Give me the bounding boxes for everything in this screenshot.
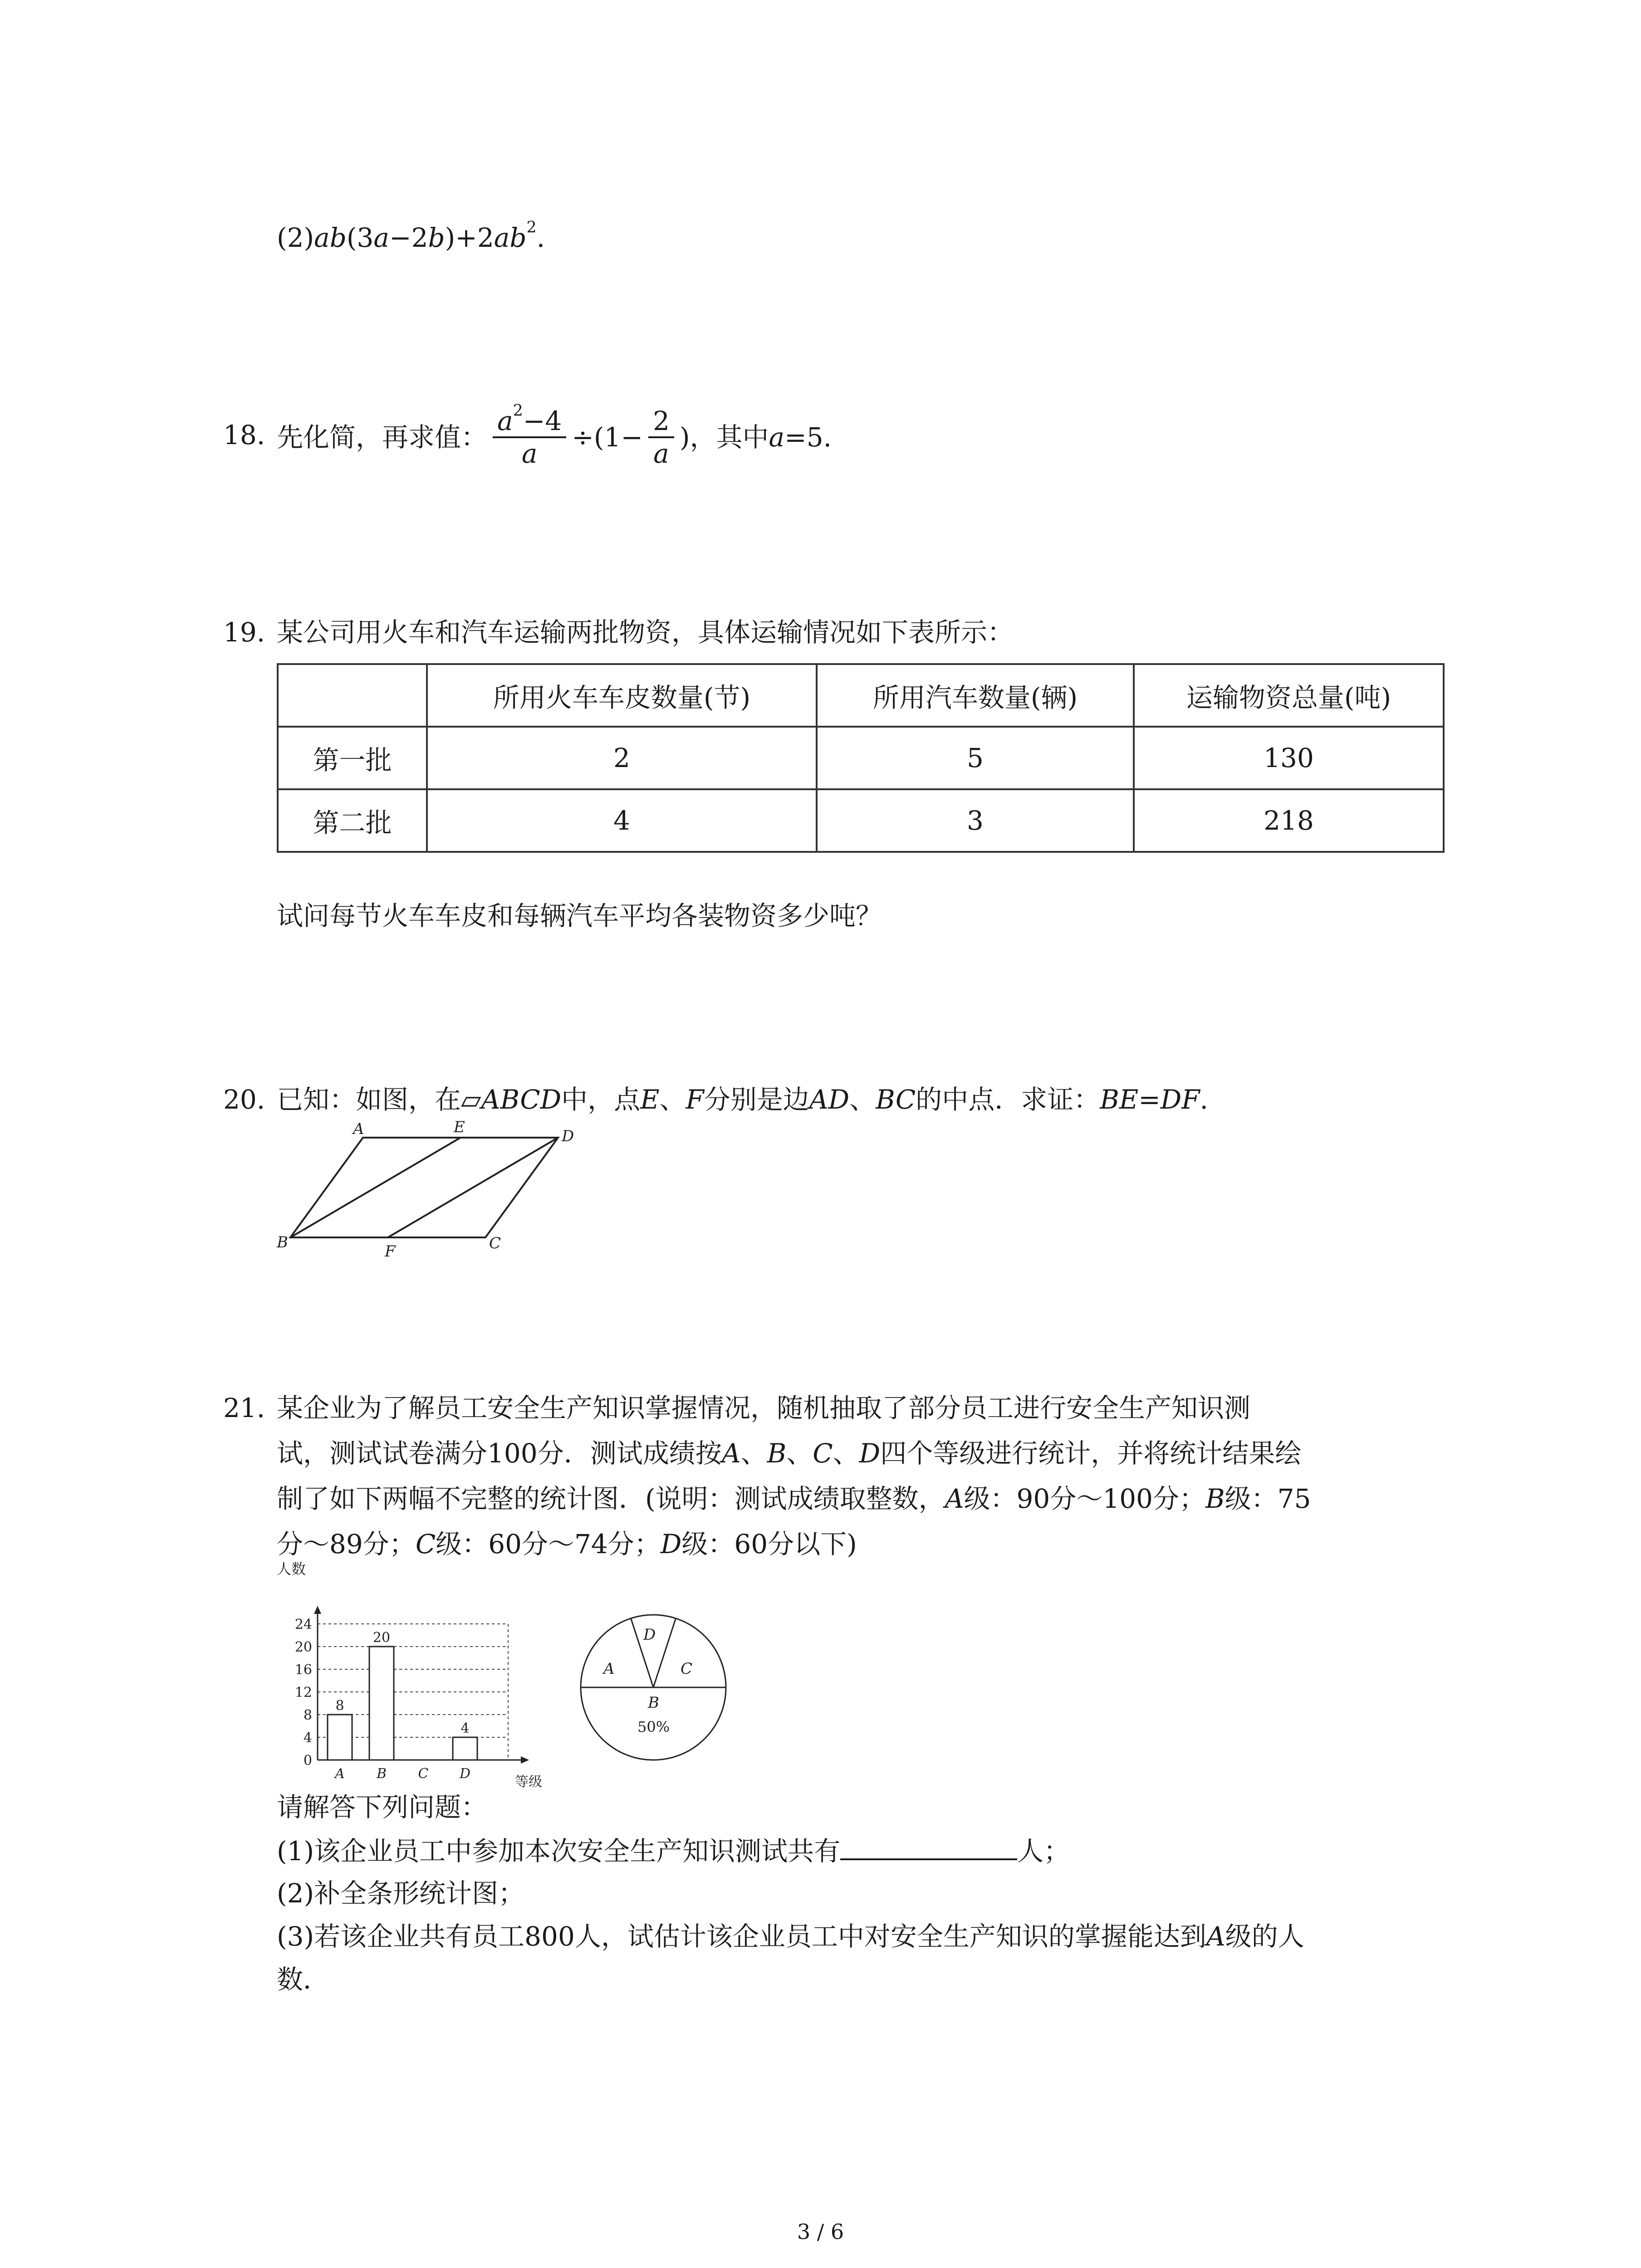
- y-tick-label: 0: [303, 1753, 312, 1769]
- pie-label-d: D: [643, 1626, 656, 1644]
- q21-sub-2: (2)补全条形统计图；: [277, 1878, 525, 1909]
- table-cell: 第二批: [278, 789, 427, 852]
- label-b: B: [277, 1233, 288, 1251]
- x-tick-label: A: [335, 1766, 345, 1782]
- parallelogram-figure: [268, 1116, 585, 1261]
- bar: [369, 1647, 394, 1760]
- x-axis-arrow: [521, 1756, 529, 1764]
- table-header-cell: 所用火车车皮数量(节): [427, 664, 817, 727]
- pie-b-percent: 50%: [637, 1718, 670, 1735]
- q21-sub-3-cont: 数．: [277, 1964, 330, 1995]
- q21-line-1: 某企业为了解员工安全生产知识掌握情况，随机抽取了部分员工进行安全生产知识测: [277, 1393, 1251, 1423]
- q19-text: 某公司用火车和汽车运输两批物资，具体运输情况如下表所示：: [277, 617, 1014, 648]
- label-a: A: [353, 1120, 364, 1138]
- segment-df: [388, 1138, 558, 1237]
- table-cell: 4: [427, 789, 817, 852]
- table-header-cell: [278, 664, 427, 727]
- q17-part2: $(2)ab(3a-2b)+2ab^2$.: [277, 218, 545, 253]
- label-c: C: [489, 1234, 501, 1252]
- pie-label-b: B: [648, 1694, 659, 1712]
- table-header-cell: 所用汽车数量(辆): [817, 664, 1134, 727]
- y-tick-label: 8: [303, 1707, 312, 1723]
- y-axis-title: 人数: [277, 1560, 306, 1578]
- q20-number: 20.: [223, 1084, 265, 1115]
- y-tick-label: 4: [303, 1730, 312, 1746]
- q18-expression: 先化简，再求值： $\frac{a^2-4}{a}$ ÷(1− $\frac{2}{a}$ )，其中 a =5.: [277, 401, 832, 469]
- bar-data-label: 20: [372, 1630, 391, 1646]
- x-axis-title: 等级: [515, 1774, 542, 1790]
- q21-sub-3: (3)若该企业共有员工800人，试估计该企业员工中对安全生产知识的掌握能达到A级的人: [277, 1921, 1304, 1952]
- y-tick-label: 16: [294, 1662, 312, 1678]
- q21-line-3: 制了如下两幅不完整的统计图．(说明：测试成绩取整数，A级：90分～100分；B级：75: [277, 1483, 1311, 1514]
- q19-question: 试问每节火车车皮和每辆汽车平均各装物资多少吨？: [277, 900, 882, 931]
- y-tick-label: 20: [294, 1639, 312, 1655]
- pie-chart: [572, 1606, 735, 1769]
- q21-prompt: 请解答下列问题：: [277, 1792, 488, 1823]
- x-tick-label: D: [459, 1766, 471, 1782]
- x-tick-label: C: [418, 1766, 429, 1782]
- chart-labels: [277, 1560, 542, 1790]
- x-tick-label: B: [376, 1766, 387, 1782]
- pie-label-c: C: [681, 1660, 693, 1678]
- q18-fraction-1: $\frac{a^2-4}{a}$: [493, 406, 566, 469]
- page-number: 3 / 6: [797, 2219, 844, 2244]
- answer-blank: [840, 1835, 1017, 1860]
- q21-number: 21.: [223, 1393, 265, 1423]
- parallelogram-abcd: [290, 1138, 558, 1237]
- label-e: E: [454, 1118, 465, 1136]
- q21-line-4: 分～89分；C级：60分～74分；D级：60分以下): [277, 1529, 857, 1559]
- bar-data-label: 8: [335, 1698, 344, 1714]
- pie-label-a: A: [603, 1660, 615, 1678]
- table-cell: 第一批: [278, 727, 427, 789]
- table-header-row: [278, 664, 1444, 727]
- q20-text: 已知：如图，在▱ABCD中，点E、F分别是边AD、BC的中点．求证：BE=DF.: [277, 1084, 1208, 1115]
- table-cell: 218: [1134, 789, 1444, 852]
- bar: [328, 1715, 352, 1760]
- chart-bars: [328, 1647, 477, 1760]
- segment-be: [290, 1138, 460, 1237]
- table-row: [278, 789, 1444, 852]
- label-f: F: [385, 1242, 396, 1261]
- y-tick-label: 12: [294, 1685, 312, 1701]
- q19-table: [277, 663, 1445, 853]
- q18-number: 18.: [223, 420, 265, 450]
- table-header-cell: 运输物资总量(吨): [1134, 664, 1444, 727]
- table-cell: 130: [1134, 727, 1444, 789]
- table-row: [278, 727, 1444, 789]
- y-tick-label: 24: [294, 1617, 312, 1633]
- bar-data-label: 4: [460, 1721, 470, 1736]
- q19-number: 19.: [223, 617, 265, 648]
- table-cell: 2: [427, 727, 817, 789]
- bar-chart: [268, 1560, 576, 1792]
- table-cell: 5: [817, 727, 1134, 789]
- q21-sub-1: (1)该企业员工中参加本次安全生产知识测试共有 人；: [277, 1836, 1070, 1867]
- label-d: D: [562, 1127, 574, 1145]
- y-axis-arrow: [314, 1606, 321, 1614]
- q21-line-2: 试，测试试卷满分100分．测试成绩按A、B、C、D四个等级进行统计，并将统计结果绘: [277, 1438, 1302, 1469]
- q18-fraction-2: $\frac{2}{a}$: [648, 406, 674, 469]
- table-cell: 3: [817, 789, 1134, 852]
- bar: [453, 1737, 477, 1760]
